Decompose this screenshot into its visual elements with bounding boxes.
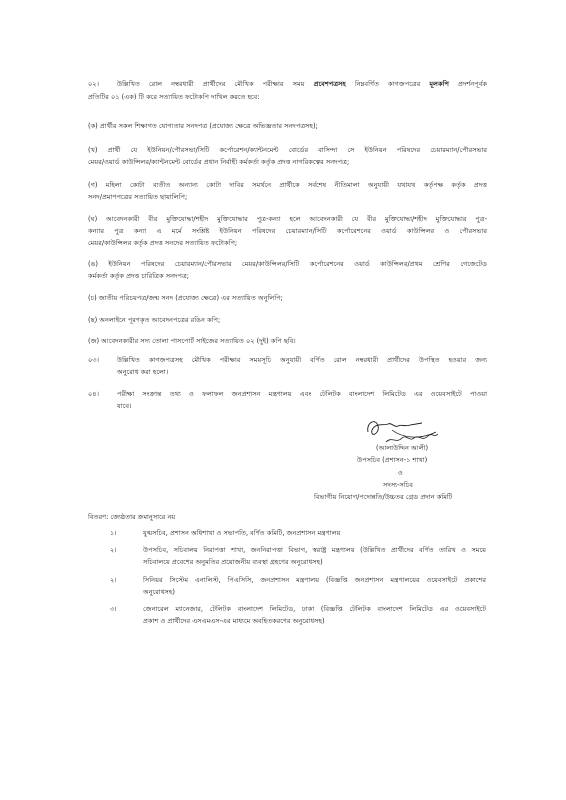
distribution-heading: বিতরণ: জ্যেষ্ঠতার ক্রমানুসারে নয় (88, 513, 176, 521)
signatory-designation: উপসচিব (প্রশাসন-১ শাখা) (357, 456, 428, 464)
doc-gha-line-1: (ঘ) আবেদনকারী বীর মুক্তিযোদ্ধা/শহীদ মুক্তিযোদ্ধার পুত্র-কন্যা হলে আবেদনকারী যে বীর মুক্তিযোদ্ধা/শহীদ মুক্তিযোদ্ধার পুত্র- (88, 215, 487, 223)
doc-kha-line-2: মেয়র/ওয়ার্ড কাউন্সিলর/ক্যান্টনমেন্ট বোর্ডের প্রধান নির্বাহী কর্মকর্তা কর্তৃক প্রদত্ত নাগরিকত্বের সনদপত্র; (88, 158, 350, 166)
signatory-committee: বিভাগীয় নিয়োগ/পদোন্নতি/উচ্চতর গ্রেড প্রদান কমিটি (314, 493, 453, 501)
distribution-item-3-line-1: সিনিয়র সিস্টেম এনালিস্ট, পিএসিসি, জনপ্রশাসন মন্ত্রণালয় (বিজ্ঞপ্তি জনপ্রশাসন মন্ত্রণালয়ের ওয়েবসাইটে প্রকাশের (143, 576, 486, 584)
item-02-line-2: প্রতিটির ০১ (এক) টি করে সত্যায়িত ফটোকপি দাখিল করতে হবে: (88, 93, 260, 101)
distribution-item-2-number: ২। (110, 546, 117, 554)
item-02-text-b: নিম্নবর্ণিত কাগজপত্রের (345, 80, 430, 88)
doc-gha-line-2: কন্যার পুত্র কন্যা এ মর্মে সংশ্লিষ্ট ইউনিয়ন পরিষদের চেয়ারম্যান/সিটি কর্পোরেশনের ওয়ার্ড কাউন্সিলর ও পৌরসভার (88, 227, 487, 235)
doc-gha-line-3: মেয়র/কাউন্সিলর কর্তৃক প্রদত্ত সনদের সত্যায়িত ফটোকপি; (88, 239, 238, 247)
distribution-item-2-line-1: উপসচিব, সচিবালয় নিরাপত্তা শাখা, জননিরাপত্তা বিভাগ, স্বরাষ্ট্র মন্ত্রণালয় (উল্লিখিত প্রার্থীদের বর্ণিত তারিখ ও সময়ে (143, 546, 486, 554)
item-02-line-1 (117, 80, 487, 89)
handwritten-signature (362, 412, 442, 446)
item-02-number: ০২। (88, 80, 99, 88)
item-02-text-c: প্রদর্শনপূর্বক (448, 80, 487, 88)
doc-ga-line-2: সনদ/প্রমাণপত্রের সত্যায়িত ছায়ালিপি; (88, 193, 188, 201)
doc-chha: (ছ) অনলাইনে পূরণকৃত আবেদনপত্রের রঙিন কপি; (88, 316, 221, 324)
distribution-item-3-number: ২। (110, 576, 117, 584)
item-03-line-2: অনুরোধ করা হলো। (117, 368, 169, 376)
distribution-item-4-number: ৩। (110, 605, 117, 613)
distribution-item-4-line-2: প্রকাশ ও প্রার্থীদের এসএমএস-এর মাধ্যমে অবহিতকরণের অনুরোধসহ) (143, 617, 325, 625)
distribution-item-3-line-2: অনুরোধসহ) (143, 588, 175, 596)
signature-scribble (362, 412, 442, 446)
distribution-item-2-line-2: সচিবালয়ে প্রবেশের অনুমতির প্রয়োজনীয় ব্যবস্থা গ্রহণের অনুরোধসহ) (143, 558, 323, 566)
item-02-text-a: উল্লিখিত রোল নম্বরধারী প্রার্থীদের মৌখিক পরীক্ষার সময় (117, 80, 314, 88)
signatory-name: (আলাউদ্দিন আলী) (376, 444, 429, 452)
doc-uma-line-2: কর্মকর্তা কর্তৃক প্রদত্ত চারিত্রিক সনদপত্র; (88, 272, 190, 280)
doc-ja: (জ) আবেদনকারীর সদ্য তোলা পাসপোর্ট সাইজের সত্যায়িত ০২ (দুই) কপি ছবি। (88, 337, 296, 345)
item-02-bold-admit-card: প্রবেশপত্রসহ (313, 80, 346, 88)
doc-cha: (চ) জাতীয় পরিচয়পত্র/জন্ম সনদ (প্রযোজ্য ক্ষেত্রে) এর সত্যায়িত অনুলিপি; (88, 294, 283, 302)
doc-uma-line-1: (ঙ) ইউনিয়ন পরিষদের চেয়ারম্যান/পৌরসভার মেয়র/কাউন্সিলর/সিটি কর্পোরেশনের ওয়ার্ড কাউন্সিলর/প্রথম শ্রেণির গেজেটেড (88, 260, 487, 268)
distribution-item-1-number: ১। (110, 529, 117, 537)
item-03-line-1: উল্লিখিত কাগজপত্রসহ মৌখিক পরীক্ষার সময়সূচি অনুযায়ী বর্ণিত রোল নম্বরধারী প্রার্থীদের উপস্থিত হওয়ার জন্য (117, 356, 487, 364)
item-03-number: ০৩। (88, 356, 99, 364)
signatory-and: ও (398, 469, 403, 477)
item-02-bold-original: মূলকপি (429, 80, 449, 88)
item-04-line-1: পরীক্ষা সংক্রান্ত তথ্য ও ফলাফল জনপ্রশাসন মন্ত্রণালয় এবং টেলিটক বাংলাদেশ লিমিটেড এর ওয়েবসাইটে পাওয়া (117, 390, 487, 398)
item-04-line-2: যাবে। (117, 402, 132, 410)
doc-kha-line-1: (খ) প্রার্থী যে ইউনিয়ন/পৌরসভা/সিটি কর্পোরেশন/ক্যান্টনমেন্ট বোর্ডের বাসিন্দা সে ইউনিয়ন পরিষদের চেয়ারম্যান/পৌরসভার (88, 146, 487, 154)
doc-ga-line-1: (গ) মহিলা কোটা ব্যতীত অন্যান্য কোটা দাবির সমর্থনে প্রার্থীকে সর্বশেষ নীতিমালা অনুযায়ী যথাযথ কর্তৃপক্ষ কর্তৃক প্রদত্ত (88, 181, 487, 189)
doc-ka: (ক) প্রার্থীর সকল শিক্ষাগত যোগ্যতার সনদপত্র (প্রযোজ্য ক্ষেত্রে অভিজ্ঞতার সনদপত্রসহ); (88, 122, 318, 130)
signatory-role: সদস্য-সচিব (383, 481, 413, 489)
distribution-item-4-line-1: জেনারেল ম্যানেজার, টেলিটক বাংলাদেশ লিমিটেড, ঢাকা (বিজ্ঞপ্তি টেলিটক বাংলাদেশ লিমিটেড এর ওয়েবসাইটে (143, 605, 486, 613)
item-04-number: ০৪। (88, 390, 99, 398)
distribution-item-1-line-1: যুগ্মসচিব, প্রশাসন অধিশাখা ও সভাপতি, বর্ণিত কমিটি, জনপ্রশাসন মন্ত্রণালয় (143, 529, 341, 537)
